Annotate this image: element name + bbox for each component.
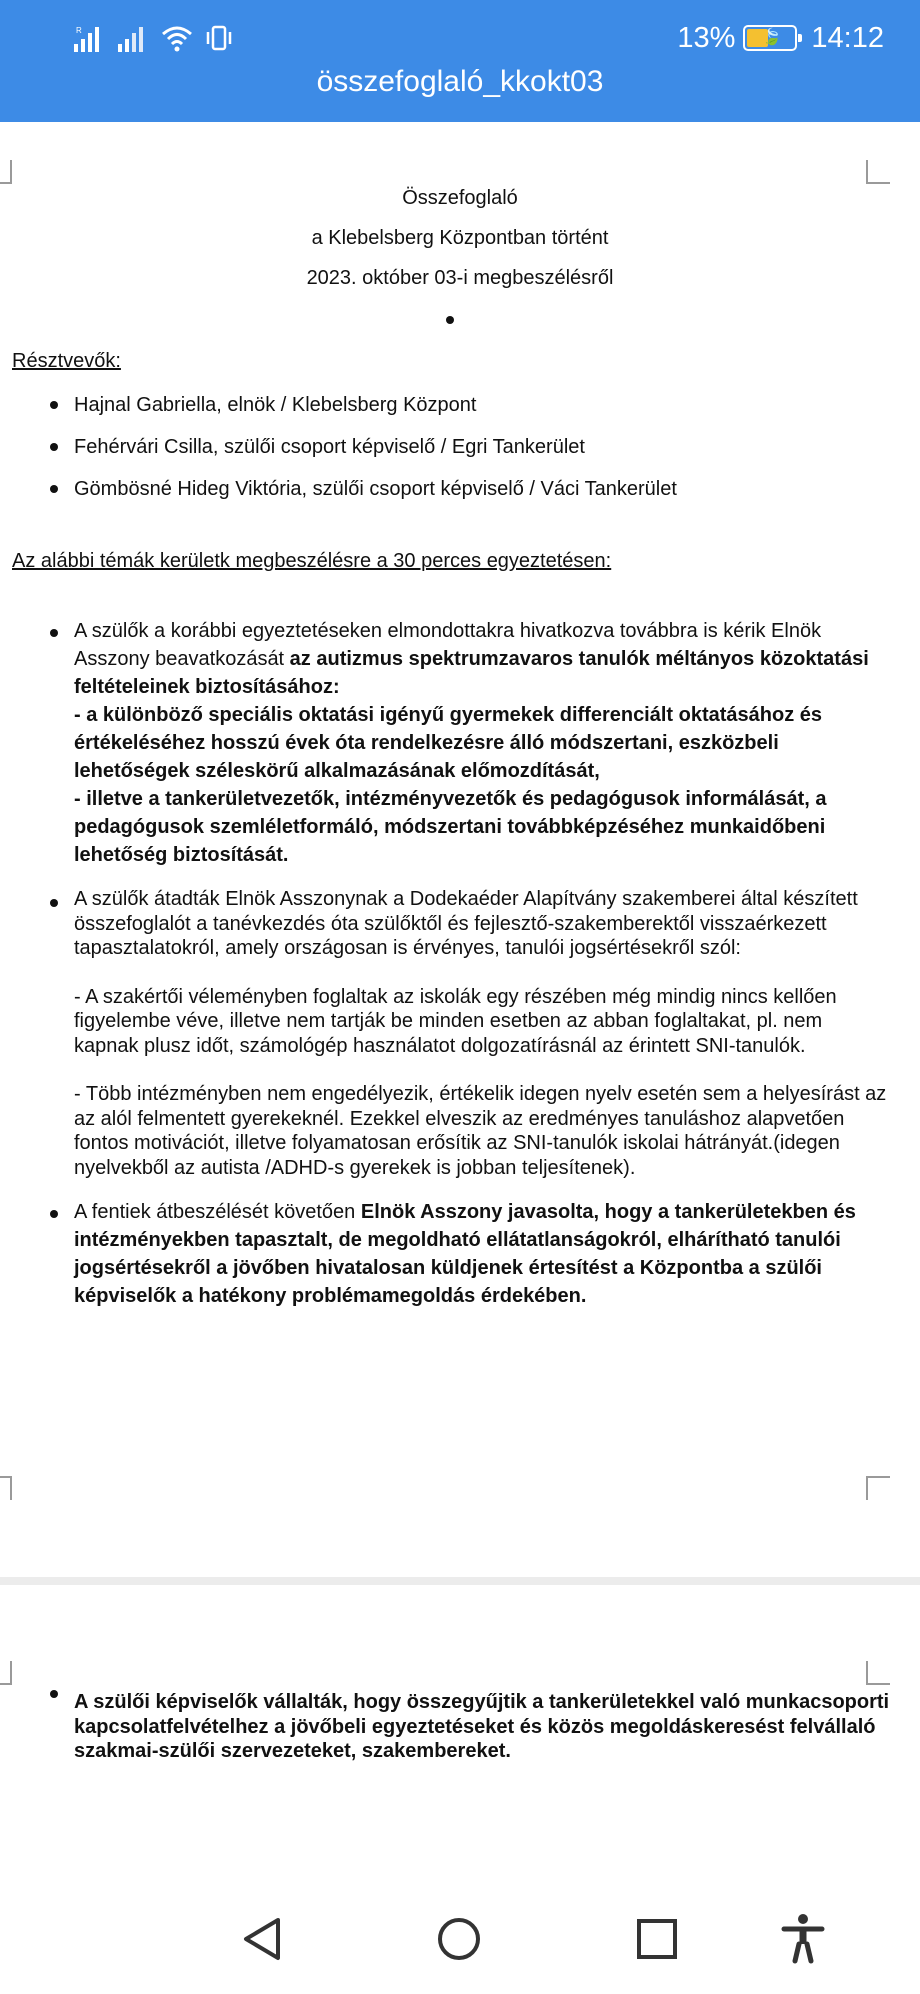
topic1-bold-point-2: - illetve a tankerületvezetők, intézményvezetők és pedagógusok informálását, a pedagógusok szemléletformáló, módszertani továbbképzéséhez munkaidőbeni lehetőség biztosítását. <box>74 788 827 866</box>
signal-strength-2-icon <box>116 24 150 52</box>
crop-mark-top-left <box>0 1661 12 1685</box>
topic2-point-1: - A szakértői véleményben foglaltak az iskolák egy részében még mindig nincs kellően figyelembe véve, illetve nem tartják be minden esetben az abban foglaltakat, pl. nem kapnak plusz időt, számológép használatot dolgozatírásnál az érintett SNI-tanulók. <box>74 985 837 1057</box>
battery-percent: 13% <box>677 21 736 54</box>
participants-list <box>12 384 892 510</box>
accessibility-icon[interactable] <box>778 1912 828 1964</box>
crop-mark-bottom-left <box>0 1476 12 1500</box>
page-separator <box>0 1577 920 1585</box>
wifi-icon <box>160 24 194 52</box>
topic1-bold-intro: az autizmus spektrumzavaros tanulók méltányos közoktatási feltételeinek biztosításához: <box>74 648 869 698</box>
status-icons-right <box>677 20 884 56</box>
svg-text:R: R <box>76 26 82 35</box>
topic2-point-2: - Több intézményben nem engedélyezik, értékelik idegen nyelv esetén sem a helyesírást az az alól felmentett gyerekeknél. Ezekkel elveszik az eredményes tanuláshoz alapvetően fontos motivációt, illetve folyamatosan erősítik az SNI-tanulók iskolai hátrányát.(idegen nyelvekből az autista /ADHD-s gyerekek is jobban teljesítenek). <box>74 1083 887 1179</box>
participant-item: Gömbösné Hideg Viktória, szülői csoport képviselő / Váci Tankerület <box>12 468 892 510</box>
topic3-text: A fentiek átbeszélését követően <box>74 1201 361 1223</box>
recents-icon[interactable] <box>634 1916 680 1962</box>
participants-label: Résztvevők: <box>12 350 121 372</box>
home-icon[interactable] <box>436 1916 482 1962</box>
document-page-1 <box>0 122 920 1577</box>
crop-mark-bottom-right <box>866 1476 890 1500</box>
topic3-bold: Elnök Asszony javasolta, hogy a tankerületekben és intézményekben tapasztalt, de megoldható ellátatlanságokról, elhárítható tanulói jogsértésekről a jövőben hivatalosan küldjenek értesítést a Központba a szülői képviselők a hatékony problémamegoldás érdekében. <box>74 1201 856 1307</box>
topic1-bold-point-1: - a különböző speciális oktatási igényű gyermekek differenciált oktatásához és értékeléséhez hosszú évek óta rendelkezésre álló módszertani, eszközbeli lehetőségek széleskörű alkalmazásának előmozdítását, <box>74 704 823 782</box>
vibrate-icon <box>204 24 234 52</box>
topic2-intro: A szülők átadták Elnök Asszonynak a Dodekaéder Alapítvány szakemberei által készített összefoglalót a tanévkezdés óta szülőktől és fejlesztő-szakemberektől visszaérkezett tapasztalatokról, amely országosan is érvényes, tanulói jogsértésekről szól: <box>74 888 858 959</box>
clock: 14:12 <box>811 21 884 54</box>
signal-strength-icon <box>72 24 106 52</box>
heading-line-1: Összefoglaló <box>402 187 518 209</box>
topic1-text: A szülők a korábbi egyeztetéseken elmondottakra hivatkozva továbbra is kérik Elnök Asszony beavatkozását <box>74 620 822 670</box>
app-header <box>0 0 920 122</box>
topic-item-1 <box>12 617 892 869</box>
heading-line-2: a Klebelsberg Központban történt <box>311 227 609 249</box>
topic-item-2 <box>12 887 892 1180</box>
back-icon[interactable] <box>240 1916 286 1962</box>
heading-bullet <box>446 316 454 324</box>
topics-label: Az alábbi témák kerületk megbeszélésre a 30 perces egyeztetésen: <box>12 550 612 572</box>
document-title: összefoglaló_kkokt03 <box>316 65 604 98</box>
participant-item: Fehérvári Csilla, szülői csoport képviselő / Egri Tankerület <box>12 426 892 468</box>
crop-mark-top-right <box>866 1661 890 1685</box>
topics-list <box>12 617 892 1328</box>
heading-line-3: 2023. október 03-i megbeszélésről <box>306 267 614 289</box>
topic-item-4 <box>12 1690 892 1764</box>
topic4-bold: A szülői képviselők vállalták, hogy összegyűjtik a tankerületekkel való munkacsoporti kapcsolatfelvételhez a jövőbeli egyeztetéseket és közös megoldáskeresést felvállaló szakmai-szülői szervezeteket, szakembereket. <box>74 1691 890 1762</box>
system-navigation-bar <box>0 1882 920 1994</box>
topic-item-3 <box>12 1198 892 1310</box>
participant-item: Hajnal Gabriella, elnök / Klebelsberg Központ <box>12 384 892 426</box>
topics-list-continued <box>12 1690 892 1764</box>
status-icons-left <box>72 20 234 56</box>
battery-icon: 🍃 <box>743 25 797 51</box>
